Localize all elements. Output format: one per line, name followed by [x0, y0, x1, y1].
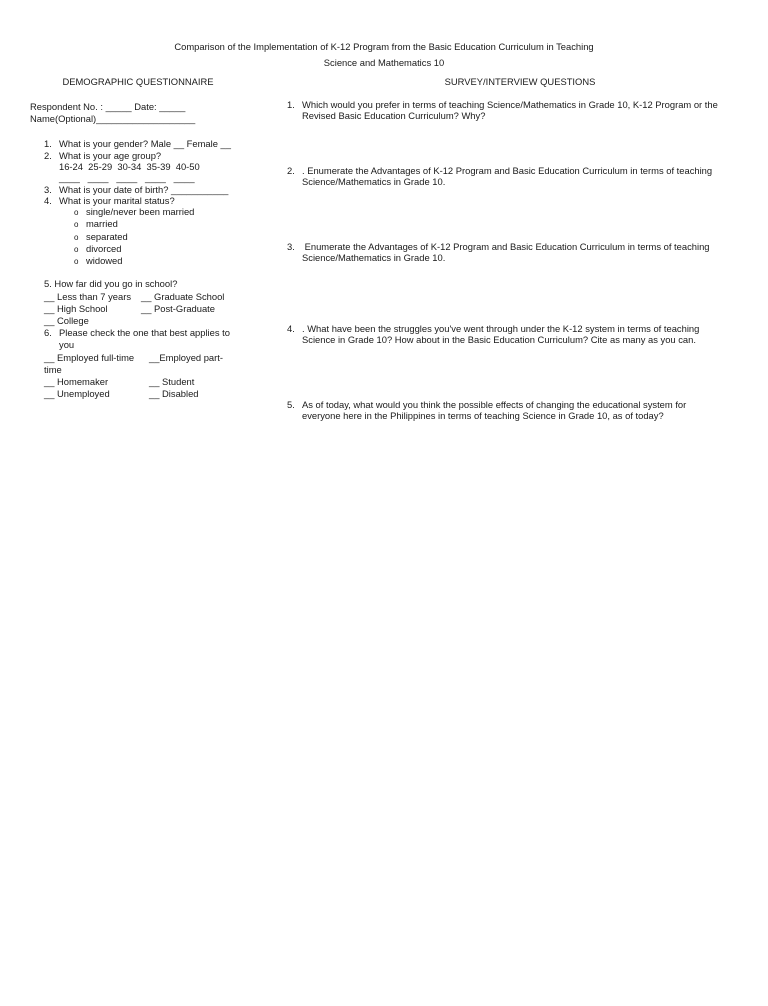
demographic-heading: DEMOGRAPHIC QUESTIONNAIRE — [62, 76, 214, 87]
school-option: __ Graduate School — [141, 291, 225, 302]
marital-option-label: separated — [86, 231, 128, 242]
question-text-line: Science/Mathematics in Grade 10. — [302, 176, 446, 187]
document-title-line-2: Science and Mathematics 10 — [323, 57, 445, 68]
bullet-icon: o — [74, 257, 79, 266]
question-text-line: . What have been the struggles you've went through under the K-12 system in terms of teaching — [302, 323, 700, 334]
employment-option: __ Student — [149, 376, 195, 387]
marital-option — [74, 218, 118, 231]
marital-option-label: married — [86, 218, 118, 229]
question-number: 1. — [287, 99, 295, 110]
question-text-line: Revised Basic Education Curriculum? Why? — [302, 110, 486, 121]
q4-marital-status: What is your marital status? — [59, 195, 175, 206]
respondent-number-field: Respondent No. : _____ Date: _____ — [30, 101, 186, 112]
employment-option-continued: time — [44, 364, 62, 375]
marital-option — [74, 255, 122, 268]
q2-age-group: What is your age group? — [59, 150, 162, 161]
marital-option-label: widowed — [86, 255, 123, 266]
bullet-icon: o — [74, 233, 79, 242]
question-number: 5. — [287, 399, 295, 410]
employment-option: __ Employed full-time — [44, 352, 135, 363]
q1-gender: What is your gender? Male __ Female __ — [59, 138, 231, 149]
q6-employment-line-2: you — [59, 339, 75, 350]
document-title-line-1: Comparison of the Implementation of K-12 Program from the Basic Education Curriculum in Teaching — [174, 41, 594, 52]
school-option: __ Post-Graduate — [141, 303, 216, 314]
q3-number: 3. — [44, 184, 52, 195]
question-number: 2. — [287, 165, 295, 176]
question-text-line: . Enumerate the Advantages of K-12 Program and Basic Education Curriculum in terms of teaching — [302, 165, 713, 176]
question-text-line: Science/Mathematics in Grade 10. — [302, 252, 446, 263]
question-number: 3. — [287, 241, 295, 252]
question-text-line: everyone here in the Philippines in terms of teaching Science in Grade 10, as of today? — [302, 410, 664, 421]
question-text-line: Which would you prefer in terms of teaching Science/Mathematics in Grade 10, K-12 Program or the — [302, 99, 718, 110]
q5-schooling: 5. How far did you go in school? — [44, 278, 178, 289]
employment-option: __ Unemployed — [44, 388, 110, 399]
name-optional-field: Name(Optional)___________________ — [30, 113, 196, 124]
survey-heading: SURVEY/INTERVIEW QUESTIONS — [444, 76, 596, 87]
bullet-icon: o — [74, 245, 79, 254]
bullet-icon: o — [74, 208, 79, 217]
marital-option-label: divorced — [86, 243, 122, 254]
bullet-icon: o — [74, 220, 79, 229]
age-group-options: 16-24 25-29 30-34 35-39 40-50 — [59, 161, 200, 172]
employment-option: __ Disabled — [149, 388, 199, 399]
question-text-line: Enumerate the Advantages of K-12 Program and Basic Education Curriculum in terms of teaching — [302, 241, 710, 252]
q2-number: 2. — [44, 150, 52, 161]
marital-option-label: single/never been married — [86, 206, 195, 217]
q1-number: 1. — [44, 138, 52, 149]
school-option: __ Less than 7 years — [44, 291, 132, 302]
school-option: __ College — [44, 315, 89, 326]
q6-number: 6. — [44, 327, 52, 338]
question-number: 4. — [287, 323, 295, 334]
employment-option: __Employed part- — [149, 352, 223, 363]
employment-option: __ Homemaker — [44, 376, 109, 387]
q6-employment-line-1: Please check the one that best applies to — [59, 327, 230, 338]
question-text-line: As of today, what would you think the possible effects of changing the educational system for — [302, 399, 687, 410]
question-text-line: Science in Grade 10? How about in the Basic Education Curriculum? Cite as many as you can. — [302, 334, 696, 345]
q4-number: 4. — [44, 195, 52, 206]
school-option: __ High School — [44, 303, 108, 314]
age-group-blanks: ____ ____ ____ ____ ____ — [59, 172, 195, 183]
q3-date-of-birth: What is your date of birth? ___________ — [59, 184, 229, 195]
